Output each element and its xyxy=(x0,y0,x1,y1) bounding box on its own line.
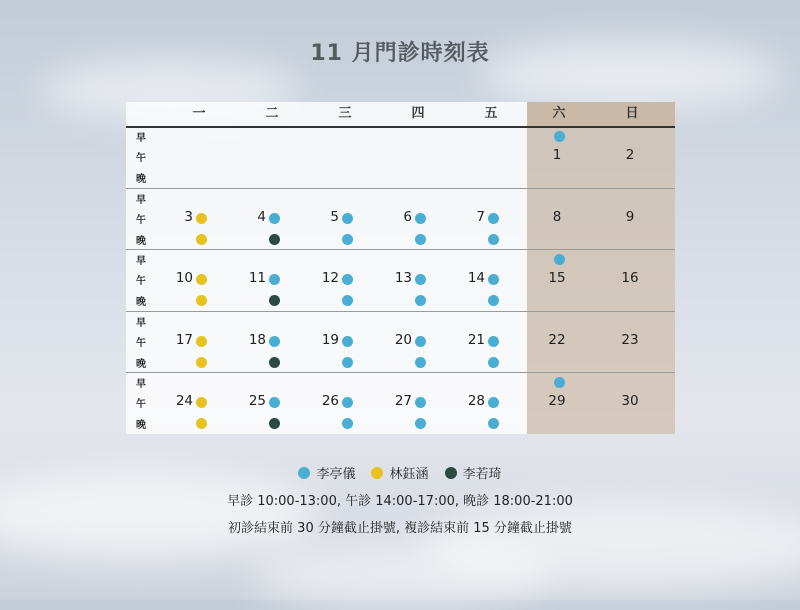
week-divider xyxy=(126,311,675,312)
legend-label: 李若琦 xyxy=(462,467,502,482)
slot-label: 午 xyxy=(136,399,146,411)
week-divider xyxy=(126,249,675,250)
weekday-header: 六 xyxy=(552,106,566,121)
day-number: 23 xyxy=(621,331,639,348)
slot-label: 晚 xyxy=(136,297,146,309)
week-divider xyxy=(126,372,675,373)
slot-label: 午 xyxy=(136,337,146,349)
legend-blue-dot xyxy=(298,467,310,479)
day-number: 6 xyxy=(403,208,412,225)
legend-label: 林鈺涵 xyxy=(389,467,429,482)
day-number: 9 xyxy=(625,208,635,225)
slot-label: 午 xyxy=(136,214,146,226)
weekday-header: 日 xyxy=(625,106,639,121)
day-number: 3 xyxy=(184,208,193,225)
day-number: 4 xyxy=(257,208,266,225)
shift-afternoon-yellow-dot xyxy=(196,336,207,347)
day-number: 7 xyxy=(476,208,485,225)
clinic-hours-text: 早診 10:00-13:00, 午診 14:00-17:00, 晚診 18:00-21:00 xyxy=(227,494,573,509)
slot-label: 午 xyxy=(136,153,146,164)
shift-afternoon-blue-dot xyxy=(269,213,280,224)
shift-afternoon-blue-dot xyxy=(488,336,499,347)
slot-label: 早 xyxy=(136,256,146,268)
shift-afternoon-blue-dot xyxy=(488,213,499,224)
legend-item xyxy=(298,463,355,482)
day-number: 21 xyxy=(467,331,485,348)
shift-morning-blue-dot xyxy=(554,131,565,142)
slot-label: 晚 xyxy=(136,420,146,432)
doctor-legend xyxy=(0,463,800,482)
day-number: 10 xyxy=(175,270,193,287)
legend-item xyxy=(445,463,502,482)
clinic-schedule-table xyxy=(126,102,675,434)
day-number: 20 xyxy=(394,331,412,348)
day-number: 8 xyxy=(552,208,562,225)
shift-afternoon-blue-dot xyxy=(415,213,426,224)
day-number: 26 xyxy=(321,393,339,410)
shift-afternoon-yellow-dot xyxy=(196,213,207,224)
day-number: 19 xyxy=(321,331,339,348)
weekday-header: 四 xyxy=(411,106,425,121)
weekday-header: 三 xyxy=(338,106,352,121)
day-number: 1 xyxy=(552,147,562,163)
shift-evening-blue-dot xyxy=(415,357,426,368)
shift-evening-yellow-dot xyxy=(196,234,207,245)
day-number: 13 xyxy=(394,270,412,287)
day-number: 18 xyxy=(248,331,266,348)
weekday-header: 一 xyxy=(192,106,206,121)
slot-label: 早 xyxy=(136,194,146,206)
shift-afternoon-blue-dot xyxy=(415,336,426,347)
slot-label: 早 xyxy=(136,379,146,391)
legend-dark-dot xyxy=(445,467,457,479)
legend-item xyxy=(371,463,428,482)
slot-label: 早 xyxy=(136,133,146,144)
shift-evening-dark-dot xyxy=(269,357,280,368)
shift-evening-blue-dot xyxy=(488,357,499,368)
day-number: 15 xyxy=(548,270,566,287)
day-number: 30 xyxy=(621,393,639,410)
shift-evening-blue-dot xyxy=(342,234,353,245)
shift-evening-dark-dot xyxy=(269,234,280,245)
slot-label: 晚 xyxy=(136,235,146,247)
day-number: 29 xyxy=(548,393,566,410)
shift-afternoon-blue-dot xyxy=(342,336,353,347)
slot-label: 午 xyxy=(136,276,146,288)
shift-evening-yellow-dot xyxy=(196,357,207,368)
weekday-panel xyxy=(126,102,527,434)
weekday-header: 二 xyxy=(265,106,279,121)
shift-evening-blue-dot xyxy=(488,234,499,245)
shift-afternoon-blue-dot xyxy=(342,213,353,224)
weekday-header: 五 xyxy=(484,106,498,121)
day-number: 2 xyxy=(625,147,635,163)
shift-evening-blue-dot xyxy=(415,234,426,245)
slot-label: 早 xyxy=(136,317,146,329)
shift-evening-blue-dot xyxy=(342,357,353,368)
day-number: 17 xyxy=(175,331,193,348)
day-number: 28 xyxy=(467,393,485,410)
day-number: 14 xyxy=(467,270,485,287)
shift-afternoon-blue-dot xyxy=(269,336,280,347)
day-number: 16 xyxy=(621,270,639,287)
day-number: 11 xyxy=(248,270,266,287)
legend-yellow-dot xyxy=(371,467,383,479)
day-number: 25 xyxy=(248,393,266,410)
page-title: 11 月門診時刻表 xyxy=(310,41,490,66)
registration-deadline-text: 初診結束前 30 分鐘截止掛號, 複診結束前 15 分鐘截止掛號 xyxy=(228,521,572,536)
header-divider xyxy=(126,126,675,128)
slot-label: 晚 xyxy=(136,358,146,370)
week-divider xyxy=(126,188,675,189)
day-number: 27 xyxy=(394,393,412,410)
legend-label: 李亭儀 xyxy=(316,467,356,482)
slot-label: 晚 xyxy=(136,174,146,185)
day-number: 12 xyxy=(321,270,339,287)
day-number: 5 xyxy=(330,208,339,225)
day-number: 24 xyxy=(175,393,193,410)
day-number: 22 xyxy=(548,331,566,348)
cloud xyxy=(0,470,320,560)
